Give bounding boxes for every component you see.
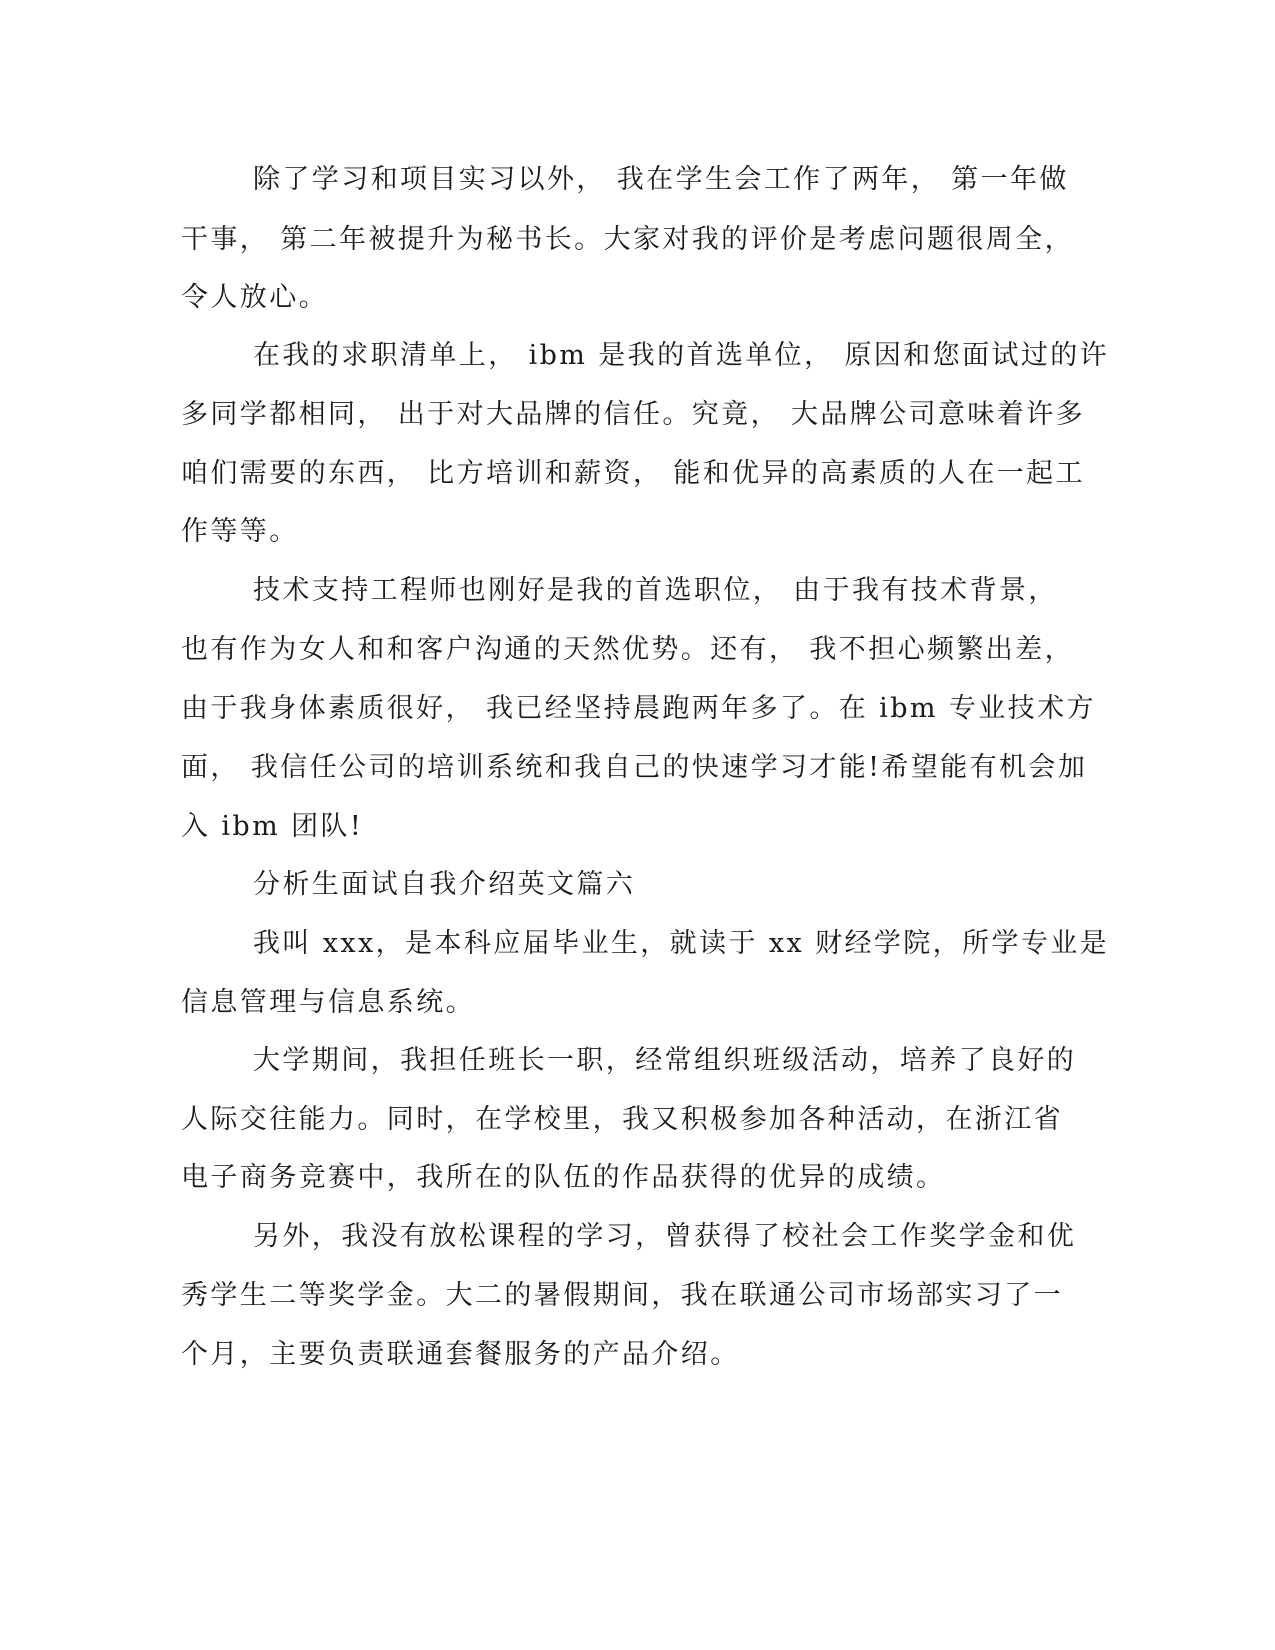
paragraph-4-line-2: 信息管理与信息系统。 bbox=[181, 987, 475, 1018]
paragraph-5-line-3: 电子商务竞赛中，我所在的队伍的作品获得的优异的成绩。 bbox=[181, 1162, 946, 1193]
paragraph-2-line-2: 多同学都相同， 出于对大品牌的信任。究竟， 大品牌公司意味着许多 bbox=[181, 399, 1085, 430]
paragraph-3-line-4: 面， 我信任公司的培训系统和我自己的快速学习才能!希望能有机会加 bbox=[181, 752, 1088, 783]
paragraph-3-line-3: 由于我身体素质很好， 我已经坚持晨跑两年多了。在 ibm 专业技术方 bbox=[181, 693, 1096, 724]
paragraph-4-line-1: 我叫 xxx，是本科应届毕业生，就读于 xx 财经学院，所学专业是 bbox=[253, 928, 1110, 959]
paragraph-1-line-3: 令人放心。 bbox=[181, 282, 328, 313]
section-heading: 分析生面试自我介绍英文篇六 bbox=[253, 869, 636, 900]
paragraph-2-line-1: 在我的求职清单上， ibm 是我的首选单位， 原因和您面试过的许 bbox=[253, 340, 1110, 371]
paragraph-5-line-1: 大学期间，我担任班长一职，经常组织班级活动，培养了良好的 bbox=[253, 1045, 1077, 1076]
paragraph-1-line-1: 除了学习和项目实习以外， 我在学生会工作了两年， 第一年做 bbox=[253, 164, 1069, 195]
paragraph-2-line-3: 咱们需要的东西， 比方培训和薪资， 能和优异的高素质的人在一起工 bbox=[181, 458, 1085, 489]
paragraph-6-line-2: 秀学生二等奖学金。大二的暑假期间，我在联通公司市场部实习了一 bbox=[181, 1280, 1063, 1311]
paragraph-3-line-5: 入 ibm 团队! bbox=[181, 811, 364, 842]
paragraph-3-line-1: 技术支持工程师也刚好是我的首选职位， 由于我有技术背景， bbox=[253, 575, 1058, 606]
paragraph-3-line-2: 也有作为女人和和客户沟通的天然优势。还有， 我不担心频繁出差， bbox=[181, 634, 1074, 665]
paragraph-1-line-2: 干事， 第二年被提升为秘书长。大家对我的评价是考虑问题很周全， bbox=[181, 224, 1074, 255]
paragraph-5-line-2: 人际交往能力。同时，在学校里，我又积极参加各种活动，在浙江省 bbox=[181, 1104, 1063, 1135]
paragraph-6-line-1: 另外，我没有放松课程的学习，曾获得了校社会工作奖学金和优 bbox=[253, 1221, 1077, 1252]
paragraph-6-line-3: 个月，主要负责联通套餐服务的产品介绍。 bbox=[181, 1339, 740, 1370]
paragraph-2-line-4: 作等等。 bbox=[181, 516, 299, 547]
